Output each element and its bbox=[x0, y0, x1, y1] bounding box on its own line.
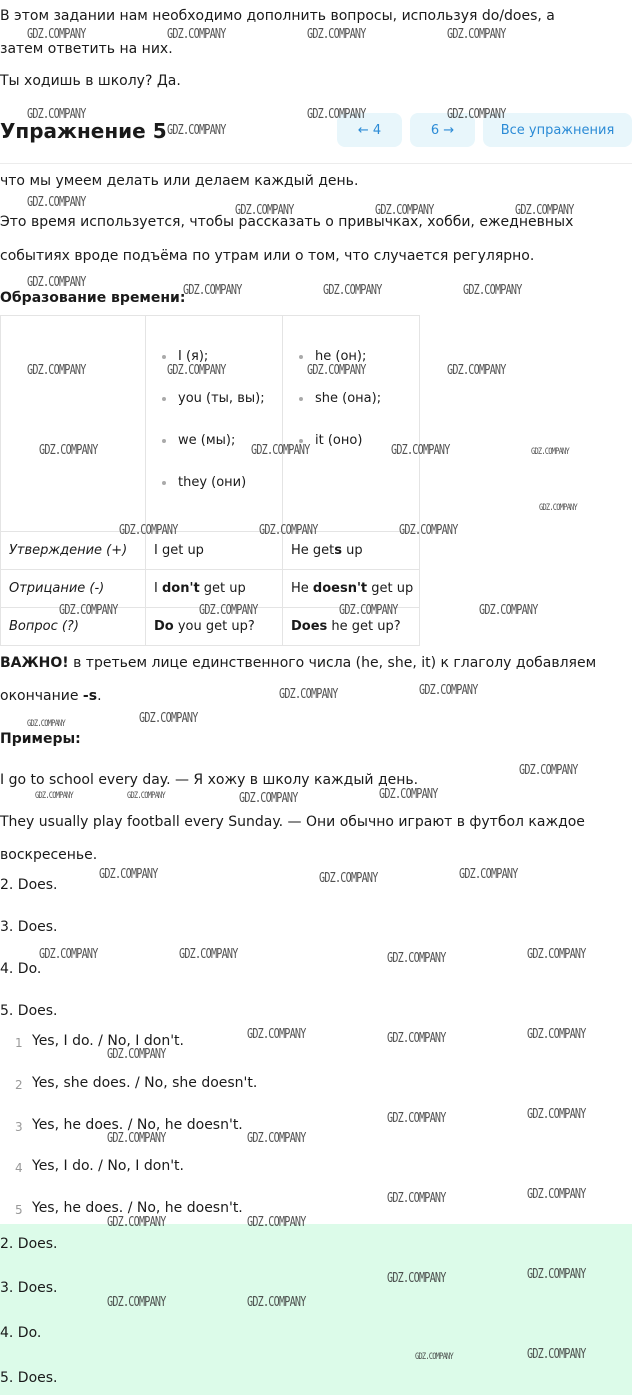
watermark: GDZ.COMPANY bbox=[39, 947, 98, 962]
watermark: GDZ.COMPANY bbox=[27, 363, 86, 378]
answer-item: 2. Does. bbox=[0, 1236, 58, 1252]
watermark: GDZ.COMPANY bbox=[167, 363, 226, 378]
watermark: GDZ.COMPANY bbox=[527, 1027, 586, 1042]
watermark: GDZ.COMPANY bbox=[27, 27, 86, 42]
theory-line2: Это время используется, чтобы рассказать о привычках, хобби, ежедневных bbox=[0, 214, 574, 230]
highlighted-answers bbox=[0, 1224, 632, 1395]
table-row bbox=[1, 532, 420, 570]
pronoun-item: we (мы); bbox=[162, 420, 282, 462]
watermark: GDZ.COMPANY bbox=[447, 27, 506, 42]
watermark: GDZ.COMPANY bbox=[247, 1131, 306, 1146]
watermark: GDZ.COMPANY bbox=[527, 1187, 586, 1202]
table-cell: He gets up bbox=[283, 532, 420, 570]
watermark: GDZ.COMPANY bbox=[379, 787, 438, 802]
next-exercise-button[interactable]: 6 → bbox=[410, 113, 475, 147]
watermark: GDZ.COMPANY bbox=[27, 275, 86, 290]
watermark: GDZ.COMPANY bbox=[39, 443, 98, 458]
watermark: GDZ.COMPANY bbox=[247, 1027, 306, 1042]
watermark: GDZ.COMPANY bbox=[251, 443, 310, 458]
watermark: GDZ.COMPANY bbox=[515, 203, 574, 218]
list-item: Yes, I do. / No, I don't. bbox=[32, 1158, 184, 1174]
watermark: GDZ.COMPANY bbox=[139, 711, 198, 726]
answer-item: 3. Does. bbox=[0, 1280, 58, 1296]
pronoun-item: he (он); bbox=[299, 336, 419, 378]
watermark: GDZ.COMPANY bbox=[167, 27, 226, 42]
watermark: GDZ.COMPANY bbox=[307, 363, 366, 378]
watermark: GDZ.COMPANY bbox=[59, 603, 118, 618]
list-item: Yes, he does. / No, he doesn't. bbox=[32, 1200, 243, 1216]
watermark: GDZ.COMPANY bbox=[107, 1215, 166, 1230]
table-row bbox=[1, 570, 420, 608]
watermark: GDZ.COMPANY bbox=[35, 791, 73, 801]
watermark: GDZ.COMPANY bbox=[531, 447, 569, 457]
table-cell: He doesn't get up bbox=[283, 570, 420, 608]
formation-heading: Образование времени: bbox=[0, 290, 186, 306]
list-number: 2 bbox=[15, 1078, 23, 1092]
watermark: GDZ.COMPANY bbox=[391, 443, 450, 458]
list-item: Yes, she does. / No, she doesn't. bbox=[32, 1075, 258, 1091]
answer-item: 3. Does. bbox=[0, 919, 58, 935]
table-cell: I don't get up bbox=[146, 570, 283, 608]
row-label: Утверждение (+) bbox=[1, 532, 146, 570]
watermark: GDZ.COMPANY bbox=[387, 1271, 446, 1286]
list-item: Yes, he does. / No, he doesn't. bbox=[32, 1117, 243, 1133]
page-title: Упражнение 5 bbox=[0, 119, 167, 143]
watermark: GDZ.COMPANY bbox=[323, 283, 382, 298]
all-exercises-button[interactable]: Все упражнения bbox=[483, 113, 632, 147]
list-item: Yes, I do. / No, I don't. bbox=[32, 1033, 184, 1049]
important-note-line2: окончание -s. bbox=[0, 688, 102, 704]
watermark: GDZ.COMPANY bbox=[447, 107, 506, 122]
watermark: GDZ.COMPANY bbox=[27, 719, 65, 729]
row-label: Вопрос (?) bbox=[1, 608, 146, 646]
watermark: GDZ.COMPANY bbox=[107, 1295, 166, 1310]
task-text-line2: затем ответить на них. bbox=[0, 41, 173, 57]
pronouns-cell-plural bbox=[146, 316, 283, 532]
watermark: GDZ.COMPANY bbox=[239, 791, 298, 806]
watermark: GDZ.COMPANY bbox=[279, 687, 338, 702]
pronoun-item: I (я); bbox=[162, 336, 282, 378]
watermark: GDZ.COMPANY bbox=[387, 1191, 446, 1206]
watermark: GDZ.COMPANY bbox=[519, 763, 578, 778]
watermark: GDZ.COMPANY bbox=[259, 523, 318, 538]
example-sentence: They usually play football every Sunday. — Они обычно играют в футбол каждое bbox=[0, 814, 585, 830]
watermark: GDZ.COMPANY bbox=[319, 871, 378, 886]
watermark: GDZ.COMPANY bbox=[119, 523, 178, 538]
watermark: GDZ.COMPANY bbox=[199, 603, 258, 618]
task-example: Ты ходишь в школу? Да. bbox=[0, 73, 181, 89]
watermark: GDZ.COMPANY bbox=[387, 1111, 446, 1126]
watermark: GDZ.COMPANY bbox=[107, 1131, 166, 1146]
table-empty-cell bbox=[1, 316, 146, 532]
list-number: 1 bbox=[15, 1036, 23, 1050]
watermark: GDZ.COMPANY bbox=[235, 203, 294, 218]
answer-item: 2. Does. bbox=[0, 877, 58, 893]
watermark: GDZ.COMPANY bbox=[247, 1215, 306, 1230]
pronoun-item: she (она); bbox=[299, 378, 419, 420]
watermark: GDZ.COMPANY bbox=[479, 603, 538, 618]
examples-heading: Примеры: bbox=[0, 731, 81, 747]
watermark: GDZ.COMPANY bbox=[179, 947, 238, 962]
watermark: GDZ.COMPANY bbox=[387, 951, 446, 966]
watermark: GDZ.COMPANY bbox=[27, 195, 86, 210]
pronoun-item: it (оно) bbox=[299, 420, 419, 462]
example-sentence: I go to school every day. — Я хожу в школу каждый день. bbox=[0, 772, 419, 788]
watermark: GDZ.COMPANY bbox=[527, 1267, 586, 1282]
watermark: GDZ.COMPANY bbox=[247, 1295, 306, 1310]
table-cell: Does he get up? bbox=[283, 608, 420, 646]
watermark: GDZ.COMPANY bbox=[459, 867, 518, 882]
watermark: GDZ.COMPANY bbox=[527, 1107, 586, 1122]
watermark: GDZ.COMPANY bbox=[127, 791, 165, 801]
example-sentence-cont: воскресенье. bbox=[0, 847, 98, 863]
watermark: GDZ.COMPANY bbox=[463, 283, 522, 298]
important-note-line1: ВАЖНО! в третьем лице единственного числа (he, she, it) к глаголу добавляем bbox=[0, 655, 597, 671]
list-number: 5 bbox=[15, 1203, 23, 1217]
watermark: GDZ.COMPANY bbox=[183, 283, 242, 298]
table-cell: Do you get up? bbox=[146, 608, 283, 646]
watermark: GDZ.COMPANY bbox=[419, 683, 478, 698]
answer-item: 5. Does. bbox=[0, 1003, 58, 1019]
task-text-line1: В этом задании нам необходимо дополнить вопросы, используя do/does, а bbox=[0, 8, 555, 24]
pronoun-item: they (они) bbox=[162, 462, 282, 504]
list-number: 3 bbox=[15, 1120, 23, 1134]
answer-item: 5. Does. bbox=[0, 1370, 58, 1386]
watermark: GDZ.COMPANY bbox=[375, 203, 434, 218]
list-number: 4 bbox=[15, 1161, 23, 1175]
watermark: GDZ.COMPANY bbox=[539, 503, 577, 513]
answer-item: 4. Do. bbox=[0, 1325, 42, 1341]
watermark: GDZ.COMPANY bbox=[447, 363, 506, 378]
watermark: GDZ.COMPANY bbox=[399, 523, 458, 538]
divider bbox=[0, 163, 632, 164]
watermark: GDZ.COMPANY bbox=[107, 1047, 166, 1062]
row-label: Отрицание (-) bbox=[1, 570, 146, 608]
watermark: GDZ.COMPANY bbox=[339, 603, 398, 618]
watermark: GDZ.COMPANY bbox=[167, 123, 226, 138]
watermark: GDZ.COMPANY bbox=[27, 107, 86, 122]
watermark: GDZ.COMPANY bbox=[99, 867, 158, 882]
watermark: GDZ.COMPANY bbox=[527, 947, 586, 962]
answer-item: 4. Do. bbox=[0, 961, 42, 977]
pronouns-cell-singular bbox=[283, 316, 420, 532]
pronoun-item: you (ты, вы); bbox=[162, 378, 282, 420]
watermark: GDZ.COMPANY bbox=[387, 1031, 446, 1046]
theory-line3: событиях вроде подъёма по утрам или о том, что случается регулярно. bbox=[0, 248, 535, 264]
table-cell: I get up bbox=[146, 532, 283, 570]
watermark: GDZ.COMPANY bbox=[527, 1347, 586, 1362]
prev-exercise-button[interactable]: ← 4 bbox=[337, 113, 402, 147]
watermark: GDZ.COMPANY bbox=[415, 1352, 453, 1362]
watermark: GDZ.COMPANY bbox=[307, 27, 366, 42]
theory-line1: что мы умеем делать или делаем каждый день. bbox=[0, 173, 359, 189]
watermark: GDZ.COMPANY bbox=[307, 107, 366, 122]
